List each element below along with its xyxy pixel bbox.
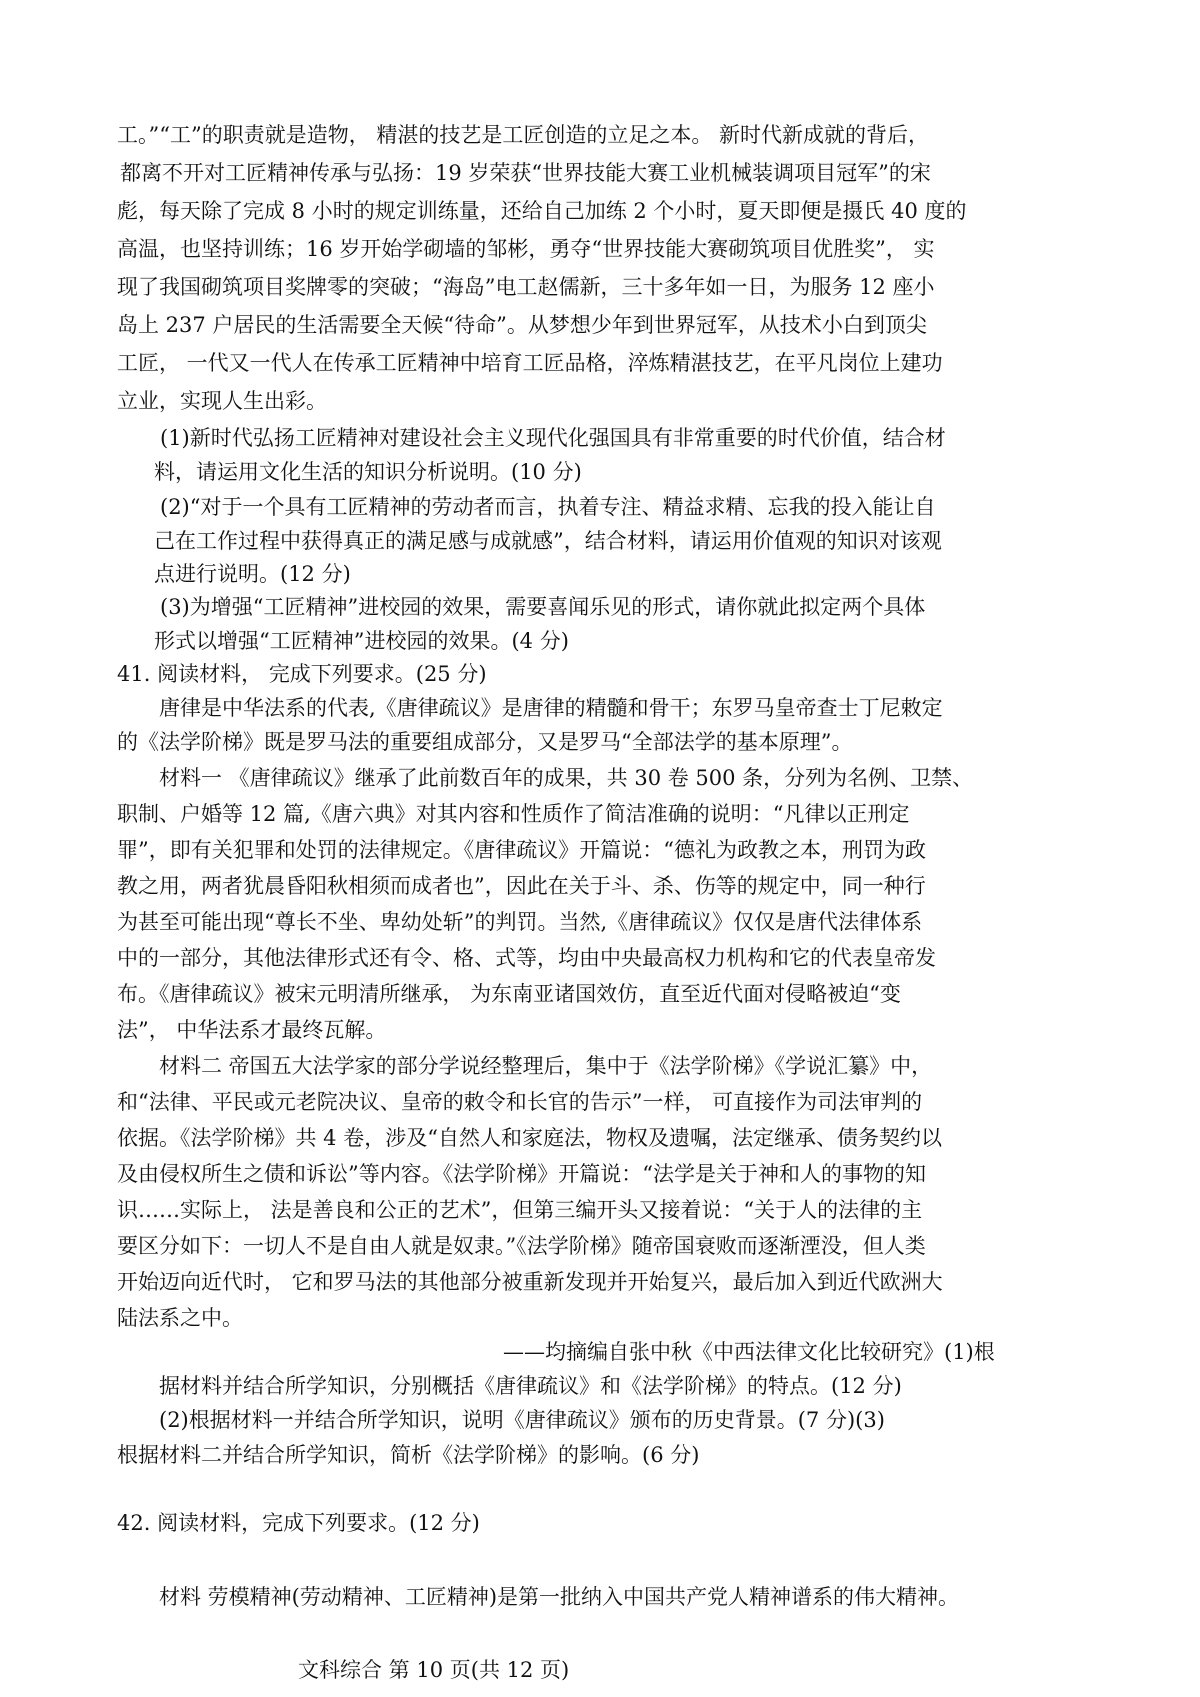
material-2-line: 和“法律、平民或元老院决议、皇帝的敕令和长官的告示”一样， 可直接作为司法审判的 xyxy=(117,1090,923,1114)
q41-question-line: 据材料并结合所学知识，分别概括《唐律疏议》和《法学阶梯》的特点。(12 分) xyxy=(159,1374,902,1398)
q41-question-line: 根据材料二并结合所学知识，简析《法学阶梯》的影响。(6 分) xyxy=(117,1443,700,1467)
subquestion-2-cont: 点进行说明。(12 分) xyxy=(154,562,351,586)
material-2-line: 及由侵权所生之债和诉讼”等内容。《法学阶梯》开篇说：“法学是关于神和人的事物的知 xyxy=(117,1162,926,1186)
q42-material: 材料 劳模精神(劳动精神、工匠精神)是第一批纳入中国共产党人精神谱系的伟大精神。 xyxy=(159,1585,960,1609)
material-1-line: 法”， 中华法系才最终瓦解。 xyxy=(117,1018,387,1042)
subquestion-3-cont: 形式以增强“工匠精神”进校园的效果。(4 分) xyxy=(154,629,569,653)
text-line: 现了我国砌筑项目奖牌零的突破；“海岛”电工赵儒新，三十多年如一日，为服务 12 座小 xyxy=(117,275,935,299)
material-1-line: 职制、户婚等 12 篇,《唐六典》对其内容和性质作了简洁准确的说明：“凡律以正刑定 xyxy=(117,802,910,826)
subquestion-1: (1)新时代弘扬工匠精神对建设社会主义现代化强国具有非常重要的时代价值，结合材 xyxy=(160,426,946,450)
q41-question-line: (2)根据材料一并结合所学知识，说明《唐律疏议》颁布的历史背景。(7 分)(3) xyxy=(159,1408,885,1432)
subquestion-2-cont: 己在工作过程中获得真正的满足感与成就感”，结合材料，请运用价值观的知识对该观 xyxy=(154,529,942,553)
source-citation: ——均摘编自张中秋《中西法律文化比较研究》(1)根 xyxy=(503,1340,995,1364)
material-2-line: 识……实际上， 法是善良和公正的艺术”，但第三编开头又接着说：“关于人的法律的主 xyxy=(117,1198,923,1222)
material-1-line: 材料一 《唐律疏议》继承了此前数百年的成果，共 30 卷 500 条，分列为名例、卫禁、 xyxy=(159,766,974,790)
material-2-line: 要区分如下：一切人不是自由人就是奴隶。”《法学阶梯》随帝国衰败而逐渐湮没，但人类 xyxy=(117,1234,926,1258)
text-line: 岛上 237 户居民的生活需要全天候“待命”。从梦想少年到世界冠军，从技术小白到顶尖 xyxy=(117,313,927,337)
material-2-line: 依据。《法学阶梯》共 4 卷，涉及“自然人和家庭法，物权及遗嘱，法定继承、债务契约以 xyxy=(117,1126,942,1150)
page-footer: 文科综合 第 10 页(共 12 页) xyxy=(298,1658,570,1682)
material-1-line: 教之用，两者犹晨昏阳秋相须而成者也”，因此在关于斗、杀、伤等的规定中，同一种行 xyxy=(117,874,926,898)
text-line: 彪，每天除了完成 8 小时的规定训练量，还给自己加练 2 个小时，夏天即便是摄氏 40 度的 xyxy=(117,199,967,223)
material-1-line: 布。《唐律疏议》被宋元明清所继承， 为东南亚诸国效仿，直至近代面对侵略被迫“变 xyxy=(117,982,901,1006)
text-line: 立业，实现人生出彩。 xyxy=(117,389,327,413)
question-42-heading: 42. 阅读材料，完成下列要求。(12 分) xyxy=(117,1511,480,1535)
subquestion-3: (3)为增强“工匠精神”进校园的效果，需要喜闻乐见的形式，请你就此拟定两个具体 xyxy=(160,595,926,619)
material-2-line: 材料二 帝国五大法学家的部分学说经整理后，集中于《法学阶梯》《学说汇纂》中， xyxy=(159,1054,933,1078)
q41-intro-line: 唐律是中华法系的代表,《唐律疏议》是唐律的精髓和骨干；东罗马皇帝查士丁尼敕定 xyxy=(159,696,943,720)
question-41-heading: 41. 阅读材料， 完成下列要求。(25 分) xyxy=(117,662,487,686)
material-1-line: 罪”，即有关犯罪和处罚的法律规定。《唐律疏议》开篇说：“德礼为政教之本，刑罚为政 xyxy=(117,838,926,862)
q41-intro-line: 的《法学阶梯》既是罗马法的重要组成部分，又是罗马“全部法学的基本原理”。 xyxy=(117,730,853,754)
text-line: 工。”“工”的职责就是造物， 精湛的技艺是工匠创造的立足之本。 新时代新成就的背后， xyxy=(117,123,930,147)
text-line: 都离不开对工匠精神传承与弘扬：19 岁荣获“世界技能大赛工业机械装调项目冠军”的宋 xyxy=(120,161,931,185)
text-line: 工匠， 一代又一代人在传承工匠精神中培育工匠品格，淬炼精湛技艺，在平凡岗位上建功 xyxy=(117,351,943,375)
material-1-line: 中的一部分，其他法律形式还有令、格、式等，均由中央最高权力机构和它的代表皇帝发 xyxy=(117,946,936,970)
material-1-line: 为甚至可能出现“尊长不坐、卑幼处斩”的判罚。当然,《唐律疏议》仅仅是唐代法律体系 xyxy=(117,910,923,934)
material-2-line: 开始迈向近代时， 它和罗马法的其他部分被重新发现并开始复兴，最后加入到近代欧洲大 xyxy=(117,1270,943,1294)
text-line: 高温，也坚持训练；16 岁开始学砌墙的邹彬，勇夺“世界技能大赛砌筑项目优胜奖”， 实 xyxy=(117,237,935,261)
subquestion-1-cont: 料，请运用文化生活的知识分析说明。(10 分) xyxy=(154,460,582,484)
material-2-line: 陆法系之中。 xyxy=(117,1306,243,1330)
subquestion-2: (2)“对于一个具有工匠精神的劳动者而言，执着专注、精益求精、忘我的投入能让自 xyxy=(160,495,936,519)
